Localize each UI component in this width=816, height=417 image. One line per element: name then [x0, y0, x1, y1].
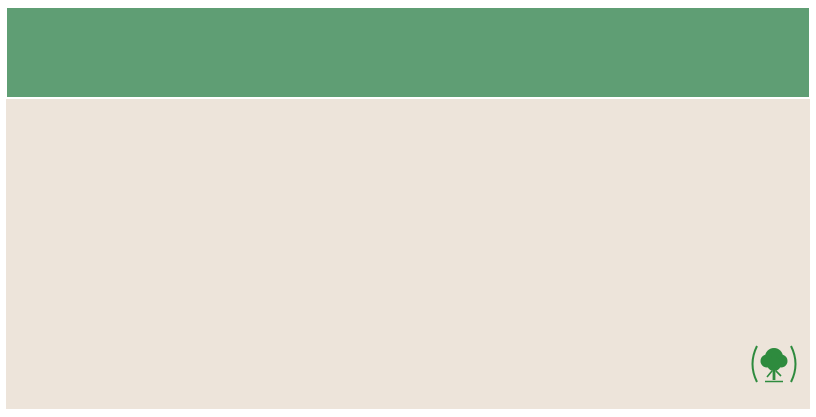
- step-2: [224, 141, 416, 145]
- step-1: [14, 158, 228, 162]
- beige-background: [6, 99, 810, 409]
- step-4: [617, 158, 804, 162]
- orvault-tree-logo-icon: [744, 343, 804, 385]
- orvault-logo: [741, 343, 807, 391]
- step-3: [404, 176, 612, 180]
- header-banner: [7, 8, 809, 97]
